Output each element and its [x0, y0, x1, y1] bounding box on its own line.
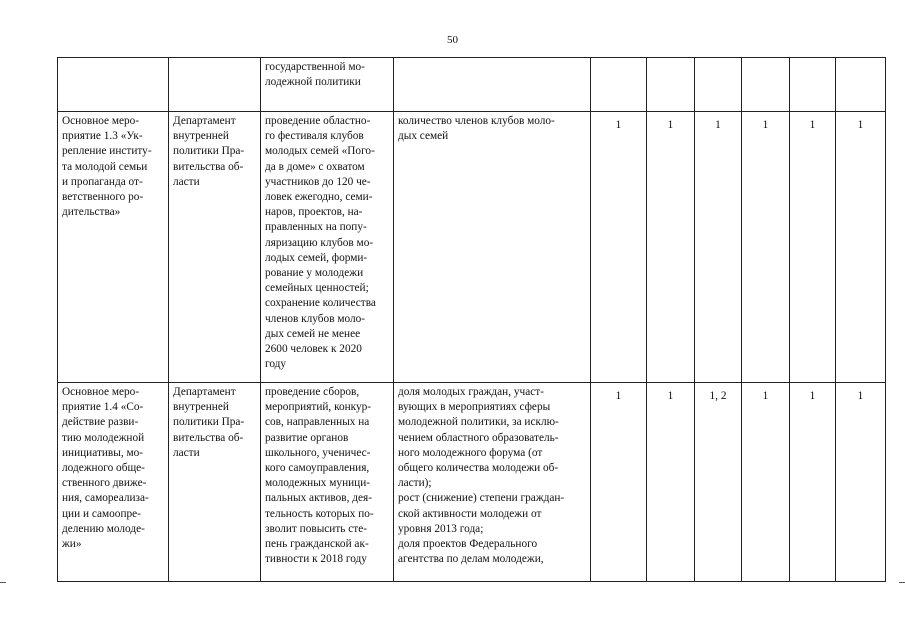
value-cell: 1, 2	[695, 383, 742, 582]
value-cell: 1	[591, 383, 647, 582]
value-cell: 1	[647, 112, 695, 383]
executor-cell: Департамент внутренней политики Пра- вительства об- ласти	[169, 112, 261, 383]
event-cell: Основное меро- приятие 1.3 «Ук- репление институ- та молодой семьи и пропаганда от- ветственного ро- дительства»	[58, 112, 169, 383]
event-cell	[58, 58, 169, 112]
value-cell	[836, 58, 886, 112]
value-cell: 1	[591, 112, 647, 383]
value-cell: 1	[836, 112, 886, 383]
value-cell: 1	[836, 383, 886, 582]
value-cell: 1	[742, 112, 790, 383]
activities-cell: проведение сборов, мероприятий, конкур- сов, направленных на развитие органов школьного, ученичес- кого самоуправления, молодежных муници- пальных активов, дея- тельность которых по- зволит повысить сте- пень гражданской ак- тивности к 2018 году	[261, 383, 394, 582]
indicator-cell: количество членов клубов моло- дых семей	[394, 112, 591, 383]
value-cell: 1	[647, 383, 695, 582]
indicator-cell: доля молодых граждан, участ- вующих в мероприятиях сферы молодежной политики, за исклю- чением областного образователь- ного молодежного форума (от общего количества молодежи об- ласти); рост (снижение) степени граждан- ской активности молодежи от уровня 2013 года; доля проектов Федерального агентства по делам молодежи,	[394, 383, 591, 582]
event-cell: Основное меро- приятие 1.4 «Со- действие разви- тию молодежной инициативы, мо- лодежного обще- ственного движе- ния, самореализа- ции и самоопре- делению молоде- жи»	[58, 383, 169, 582]
program-events-table	[57, 57, 886, 582]
table-row	[58, 383, 886, 582]
value-cell: 1	[790, 383, 836, 582]
activities-cell: проведение областно- го фестиваля клубов молодых семей «Пого- да в доме» с охватом участников до 120 че- ловек ежегодно, семи- наров, проектов, на- правленных на попу- ляризацию клубов мо- лодых семей, форми- рование у молодежи семейных ценностей; сохранение количества членов клубов моло- дых семей не менее 2600 человек к 2020 году	[261, 112, 394, 383]
indicator-cell	[394, 58, 591, 112]
table-row	[58, 58, 886, 112]
scan-mark	[0, 582, 6, 583]
value-cell: 1	[742, 383, 790, 582]
value-cell: 1	[695, 112, 742, 383]
value-cell	[695, 58, 742, 112]
value-cell	[591, 58, 647, 112]
executor-cell	[169, 58, 261, 112]
executor-cell: Департамент внутренней политики Пра- вительства об- ласти	[169, 383, 261, 582]
value-cell	[790, 58, 836, 112]
scan-mark	[899, 582, 905, 583]
activities-cell: государственной мо- лодежной политики	[261, 58, 394, 112]
value-cell	[742, 58, 790, 112]
page-number: 50	[447, 34, 458, 46]
table-row	[58, 112, 886, 383]
value-cell: 1	[790, 112, 836, 383]
value-cell	[647, 58, 695, 112]
